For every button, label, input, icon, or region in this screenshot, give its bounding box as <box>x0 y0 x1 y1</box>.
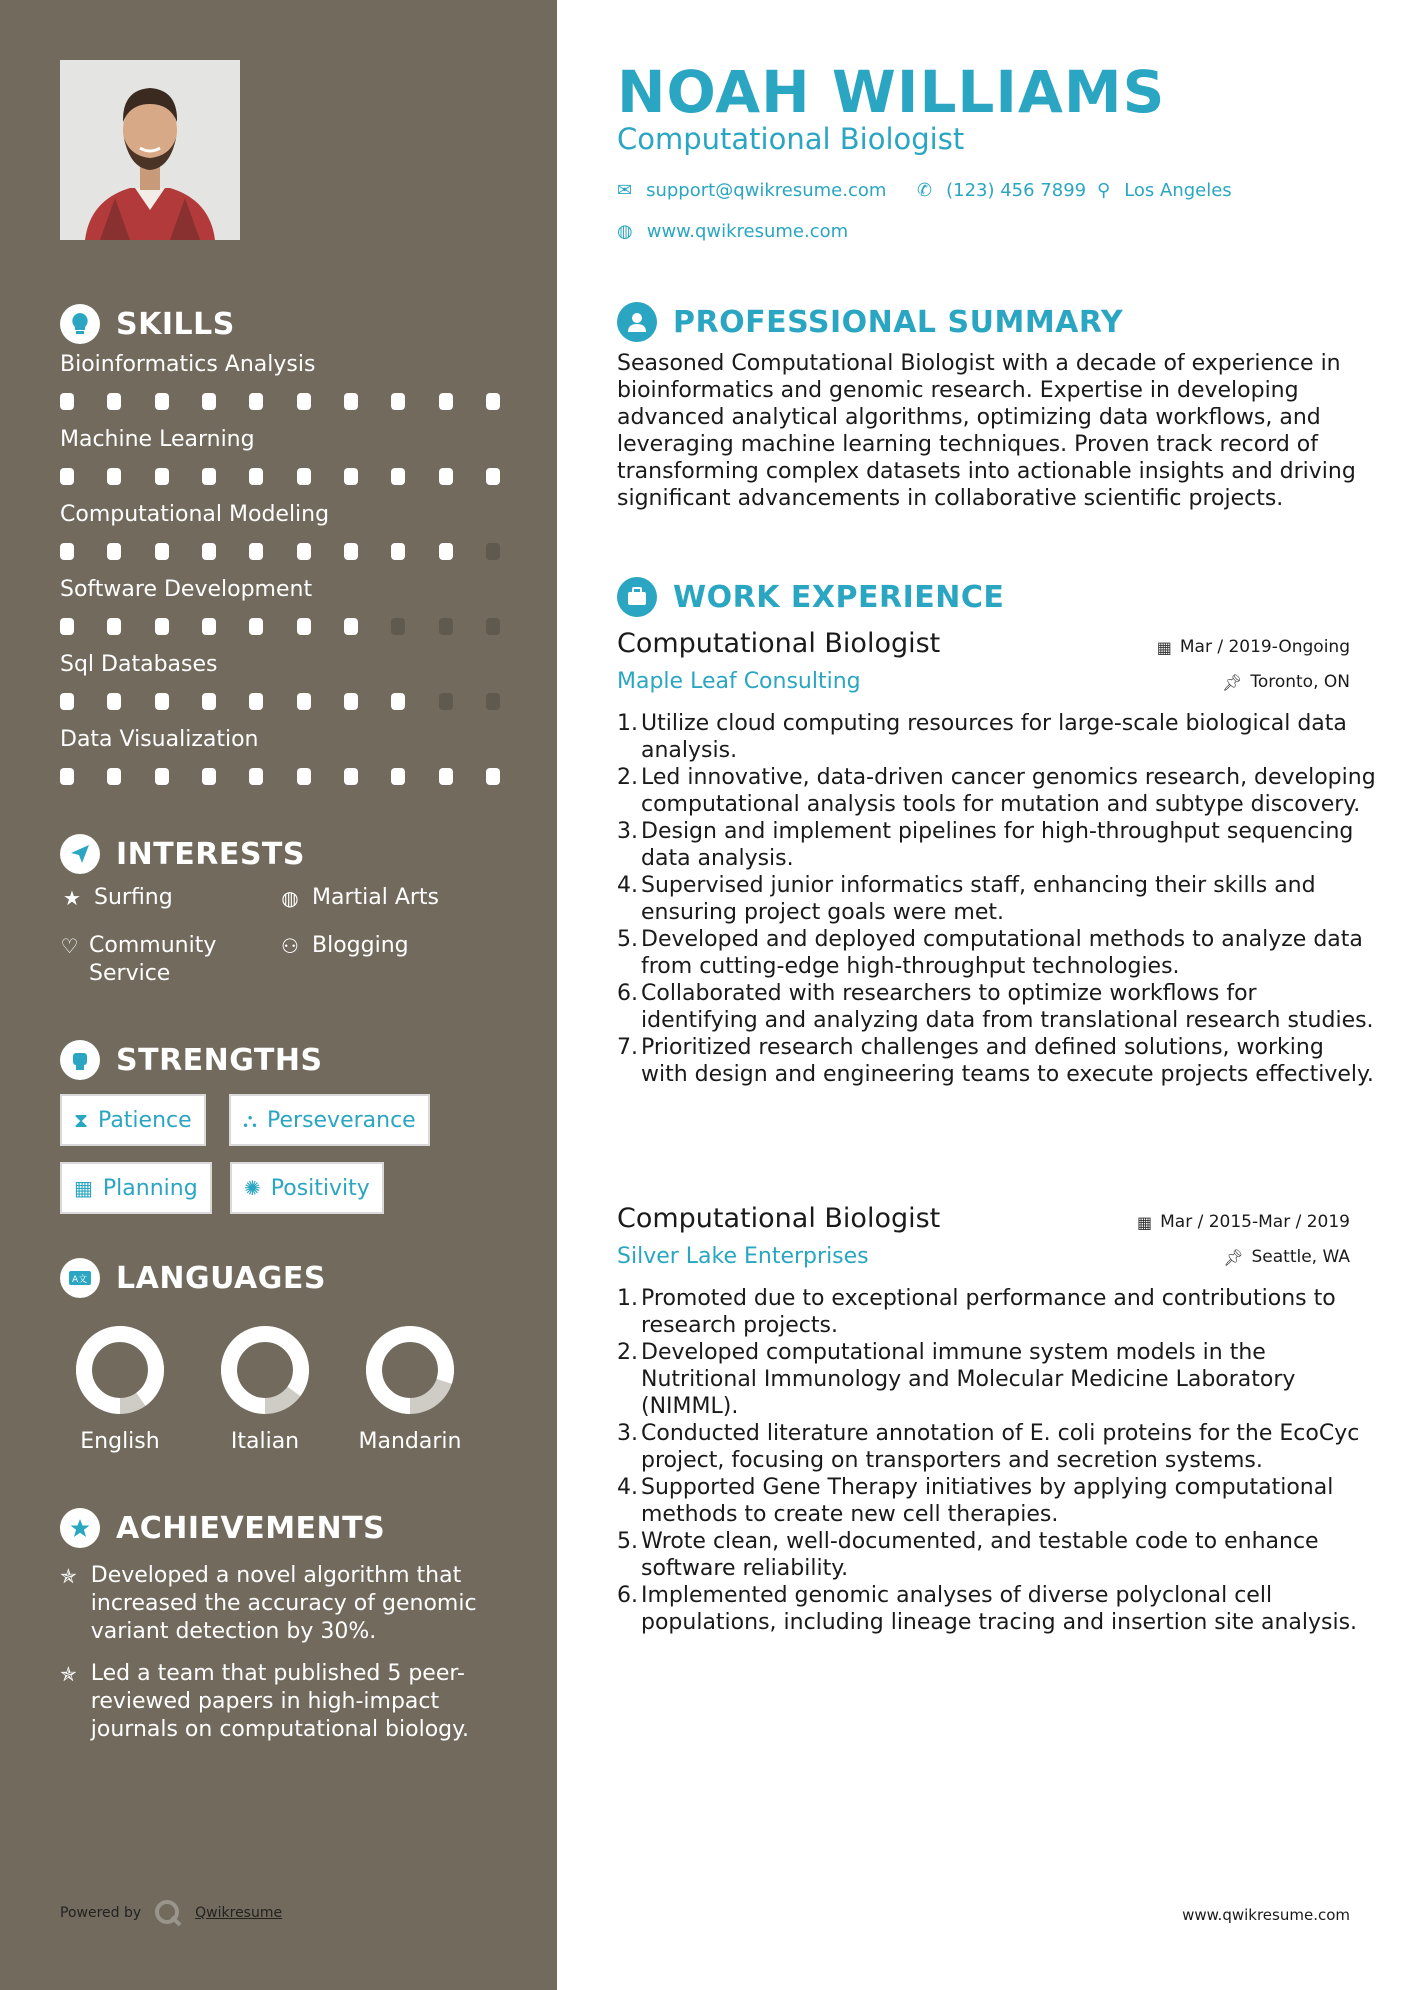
language-donut <box>220 1325 310 1415</box>
bullet-number: 1. <box>617 1286 638 1311</box>
job-bullet <box>617 926 1377 980</box>
achievements-title: ACHIEVEMENTS <box>116 1510 386 1546</box>
job-bullet <box>617 980 1377 1034</box>
interest-item <box>60 884 260 912</box>
bullet-number: 6. <box>617 981 638 1006</box>
skill-dot <box>249 693 263 710</box>
skill-item <box>60 502 500 560</box>
skill-item <box>60 652 500 710</box>
bullet-text: Developed and deployed computational methods to analyze data from cutting-edge high-throughput technologies. <box>641 927 1363 979</box>
website-text: www.qwikresume.com <box>646 221 849 242</box>
bullet-number: 4. <box>617 873 638 898</box>
summary-title: PROFESSIONAL SUMMARY <box>673 304 1124 340</box>
skill-dot <box>486 393 500 410</box>
skill-name: Software Development <box>60 577 313 602</box>
interest-item <box>278 884 498 912</box>
job-bullet <box>617 872 1377 926</box>
experience-heading <box>617 577 1004 617</box>
bullet-text: Collaborated with researchers to optimize workflows for identifying and analyzing data from translational research studies. <box>641 981 1374 1033</box>
star-icon: ★ <box>63 886 81 910</box>
shooting-star-icon: ✯ <box>60 1564 77 1588</box>
skill-dot <box>391 693 405 710</box>
job-bullet <box>617 1339 1377 1420</box>
skill-dot <box>486 618 500 635</box>
skill-level-dots <box>60 693 500 710</box>
strengths-title: STRENGTHS <box>116 1042 323 1078</box>
bullet-text: Conducted literature annotation of E. coli proteins for the EcoCyc project, focusing on transporters and secretion systems. <box>641 1421 1360 1473</box>
strength-badge <box>230 1162 384 1214</box>
strength-label: Patience <box>98 1107 192 1133</box>
star-badge-icon <box>60 1508 100 1548</box>
calendar-icon: ▦ <box>1156 637 1172 657</box>
users-icon: ⚇ <box>281 934 299 958</box>
skill-dot <box>297 618 311 635</box>
job-dates-text: Mar / 2015-Mar / 2019 <box>1160 1212 1350 1232</box>
achievement-text: Developed a novel algorithm that increased the accuracy of genomic variant detection by 30%. <box>90 1563 477 1644</box>
interest-item <box>60 932 260 988</box>
skill-dot <box>249 543 263 560</box>
sun-icon: ✺ <box>244 1176 261 1200</box>
bullet-number: 2. <box>617 765 638 790</box>
skill-dot <box>391 618 405 635</box>
job-location-text: Toronto, ON <box>1250 672 1350 692</box>
contact-email[interactable] <box>617 180 886 201</box>
hands-icon: ♡ <box>60 934 79 958</box>
job-bullet <box>617 1285 1377 1339</box>
interests-title: INTERESTS <box>116 836 305 872</box>
bullet-text: Wrote clean, well-documented, and testable code to enhance software reliability. <box>641 1529 1319 1581</box>
skill-dot <box>486 768 500 785</box>
job-bullet <box>617 710 1377 764</box>
skill-dot <box>202 468 216 485</box>
skill-name: Computational Modeling <box>60 502 330 527</box>
skill-dot <box>60 543 74 560</box>
skill-item <box>60 427 500 485</box>
bullet-text: Promoted due to exceptional performance and contributions to research projects. <box>641 1286 1336 1338</box>
person-photo-illustration <box>60 60 240 240</box>
job-title: Computational Biologist <box>617 1203 941 1234</box>
company-name: Maple Leaf Consulting <box>617 669 861 694</box>
languages-heading <box>60 1258 326 1298</box>
job-dates-text: Mar / 2019-Ongoing <box>1179 637 1350 657</box>
summary-text: Seasoned Computational Biologist with a decade of experience in bioinformatics and genomic research. Expertise in developing advanced analytical algorithms, optimizing data workflows, and leveraging machine learning techniques. Proven track record of transforming complex datasets into actionable insights and driving significant advancements in collaborative scientific projects. <box>617 351 1356 511</box>
skill-dot <box>344 768 358 785</box>
skill-dot <box>107 618 121 635</box>
language-item <box>205 1325 325 1454</box>
skill-dot <box>249 468 263 485</box>
job-bullet <box>617 764 1377 818</box>
bullet-number: 5. <box>617 927 638 952</box>
experience-title: WORK EXPERIENCE <box>673 579 1005 615</box>
phone-text: (123) 456 7899 <box>946 180 1087 201</box>
strength-badge <box>60 1094 206 1146</box>
job-bullets <box>617 710 1377 1088</box>
skill-dot <box>391 543 405 560</box>
skill-dot <box>439 693 453 710</box>
lightbulb-icon <box>60 304 100 344</box>
job-bullet <box>617 1420 1377 1474</box>
bullet-number: 4. <box>617 1475 638 1500</box>
job-bullet <box>617 1034 1377 1088</box>
skill-item <box>60 352 500 410</box>
skill-dot <box>439 393 453 410</box>
profile-photo <box>60 60 240 240</box>
job-location <box>1223 1247 1350 1267</box>
skill-dot <box>439 618 453 635</box>
job-dates <box>1157 637 1350 657</box>
skill-dot <box>107 768 121 785</box>
achievement-item <box>60 1562 510 1646</box>
skill-dot <box>439 768 453 785</box>
skill-dot <box>202 768 216 785</box>
email-text: support@qwikresume.com <box>646 180 887 201</box>
strength-badge <box>229 1094 430 1146</box>
map-pin-icon: ⚲ <box>1097 180 1111 201</box>
fist-icon <box>60 1040 100 1080</box>
interest-item <box>278 932 498 960</box>
qwikresume-link[interactable]: Qwikresume <box>195 1905 283 1921</box>
interest-label: Martial Arts <box>312 885 440 910</box>
bullet-text: Utilize cloud computing resources for large-scale biological data analysis. <box>641 711 1347 763</box>
bullet-number: 7. <box>617 1035 638 1060</box>
skill-dot <box>344 693 358 710</box>
languages-title: LANGUAGES <box>116 1260 326 1296</box>
bullet-text: Prioritized research challenges and defined solutions, working with design and engineering teams to execute projects effectively. <box>641 1035 1374 1087</box>
skill-dot <box>60 768 74 785</box>
bullet-number: 1. <box>617 711 638 736</box>
powered-by <box>60 1898 282 1928</box>
road-icon: ⛬ <box>243 1108 257 1132</box>
qwikresume-logo-icon <box>153 1898 183 1928</box>
language-label: Italian <box>230 1429 300 1454</box>
skill-dot <box>202 693 216 710</box>
skill-dot <box>155 618 169 635</box>
skill-dot <box>344 543 358 560</box>
location-text: Los Angeles <box>1124 180 1232 201</box>
job-title: Computational Biologist <box>617 628 941 659</box>
job-dates <box>1137 1212 1350 1232</box>
calendar-icon: ▦ <box>74 1176 93 1200</box>
skill-name: Data Visualization <box>60 727 259 752</box>
achievement-text: Led a team that published 5 peer-reviewed papers in high-impact journals on computational biology. <box>90 1661 470 1742</box>
skill-dot <box>155 468 169 485</box>
skill-dot <box>60 618 74 635</box>
contact-location <box>1097 180 1232 201</box>
skill-dot <box>486 543 500 560</box>
achievement-item <box>60 1660 510 1744</box>
skill-dot <box>60 393 74 410</box>
skill-dot <box>107 693 121 710</box>
job-location-text: Seattle, WA <box>1251 1247 1350 1267</box>
strength-badge <box>60 1162 212 1214</box>
job-bullets <box>617 1285 1377 1636</box>
skill-dot <box>344 393 358 410</box>
bullet-text: Led innovative, data-driven cancer genomics research, developing computational analysis tools for mutation and subtype discovery. <box>641 765 1376 817</box>
skill-dot <box>155 768 169 785</box>
language-label: Mandarin <box>358 1429 462 1454</box>
pushpin-icon: 📌︎ <box>1222 672 1243 692</box>
footer-url[interactable]: www.qwikresume.com <box>1182 1906 1350 1924</box>
language-donut <box>365 1325 455 1415</box>
skill-dot <box>155 393 169 410</box>
skill-dot <box>391 768 405 785</box>
job-bullet <box>617 818 1377 872</box>
bullet-number: 5. <box>617 1529 638 1554</box>
bullet-text: Implemented genomic analyses of diverse polyclonal cell populations, including lineage tracing and insertion site analysis. <box>641 1583 1358 1635</box>
skill-name: Sql Databases <box>60 652 218 677</box>
skill-dot <box>202 393 216 410</box>
skill-dot <box>391 393 405 410</box>
skill-dot <box>107 393 121 410</box>
sidebar <box>0 0 557 1990</box>
achievements-heading <box>60 1508 385 1548</box>
interests-heading <box>60 834 305 874</box>
skill-dot <box>155 693 169 710</box>
skill-dot <box>249 768 263 785</box>
company-name: Silver Lake Enterprises <box>617 1244 869 1269</box>
skills-heading <box>60 304 235 344</box>
skill-dot <box>107 543 121 560</box>
skill-level-dots <box>60 618 500 635</box>
skill-dot <box>344 468 358 485</box>
skill-dot <box>486 468 500 485</box>
skill-dot <box>486 693 500 710</box>
bullet-number: 3. <box>617 1421 638 1446</box>
user-icon <box>617 302 657 342</box>
contact-website[interactable] <box>617 221 848 242</box>
language-donut <box>75 1325 165 1415</box>
skill-dot <box>344 618 358 635</box>
svg-text:A文: A文 <box>72 1275 88 1285</box>
bullet-number: 6. <box>617 1583 638 1608</box>
powered-by-label: Powered by <box>60 1905 142 1921</box>
interest-label: Blogging <box>312 933 409 958</box>
skill-dot <box>249 618 263 635</box>
skill-dot <box>155 543 169 560</box>
language-item <box>60 1325 180 1454</box>
skill-dot <box>439 468 453 485</box>
phone-icon: ✆ <box>917 180 933 201</box>
briefcase-icon <box>617 577 657 617</box>
skills-title: SKILLS <box>116 306 235 342</box>
bullet-text: Developed computational immune system models in the Nutritional Immunology and Molecular Medicine Laboratory (NIMML). <box>641 1340 1296 1419</box>
skill-item <box>60 577 500 635</box>
skill-level-dots <box>60 393 500 410</box>
interest-label: Surfing <box>94 885 173 910</box>
candidate-name: NOAH WILLIAMS <box>617 58 1166 126</box>
skill-dot <box>107 468 121 485</box>
strength-label: Planning <box>102 1175 198 1201</box>
skill-dot <box>249 393 263 410</box>
globe-icon: ◍ <box>617 221 633 242</box>
skill-name: Machine Learning <box>60 427 255 452</box>
bullet-number: 2. <box>617 1340 638 1365</box>
skill-dot <box>60 468 74 485</box>
envelope-icon: ✉ <box>617 180 633 201</box>
bullet-text: Supported Gene Therapy initiatives by applying computational methods to create new cell therapies. <box>641 1475 1334 1527</box>
skill-level-dots <box>60 768 500 785</box>
shooting-star-icon: ✯ <box>60 1662 77 1686</box>
contact-phone[interactable] <box>917 180 1086 201</box>
main-content <box>557 0 1407 1990</box>
calendar-icon: ▦ <box>1136 1212 1153 1232</box>
skill-dot <box>439 543 453 560</box>
skill-dot <box>297 543 311 560</box>
skill-dot <box>202 543 216 560</box>
bullet-text: Design and implement pipelines for high-throughput sequencing data analysis. <box>641 819 1354 871</box>
job-location <box>1222 672 1350 692</box>
skill-dot <box>297 768 311 785</box>
skill-level-dots <box>60 543 500 560</box>
job-bullet <box>617 1474 1377 1528</box>
language-label: English <box>80 1429 160 1454</box>
candidate-role: Computational Biologist <box>617 122 965 156</box>
donut-fill <box>84 1334 156 1406</box>
job-bullet <box>617 1582 1377 1636</box>
skill-dot <box>60 693 74 710</box>
interest-label: Community Service <box>89 933 217 986</box>
strength-label: Perseverance <box>267 1107 416 1133</box>
skill-dot <box>391 468 405 485</box>
hourglass-icon: ⧗ <box>74 1108 89 1132</box>
skill-item <box>60 727 500 785</box>
skill-name: Bioinformatics Analysis <box>60 352 316 377</box>
job-bullet <box>617 1528 1377 1582</box>
pushpin-icon: 📌︎ <box>1223 1247 1244 1267</box>
translate-icon <box>60 1258 100 1298</box>
skill-dot <box>297 468 311 485</box>
skill-dot <box>202 618 216 635</box>
strength-label: Positivity <box>270 1175 370 1201</box>
paper-plane-icon <box>60 834 100 874</box>
skill-level-dots <box>60 468 500 485</box>
bullet-text: Supervised junior informatics staff, enhancing their skills and ensuring project goals were met. <box>641 873 1316 925</box>
bullet-number: 3. <box>617 819 638 844</box>
strengths-heading <box>60 1040 323 1080</box>
skill-dot <box>297 393 311 410</box>
language-item <box>350 1325 470 1454</box>
globe-icon: ◍ <box>281 886 299 910</box>
skill-dot <box>297 693 311 710</box>
summary-heading <box>617 302 1123 342</box>
